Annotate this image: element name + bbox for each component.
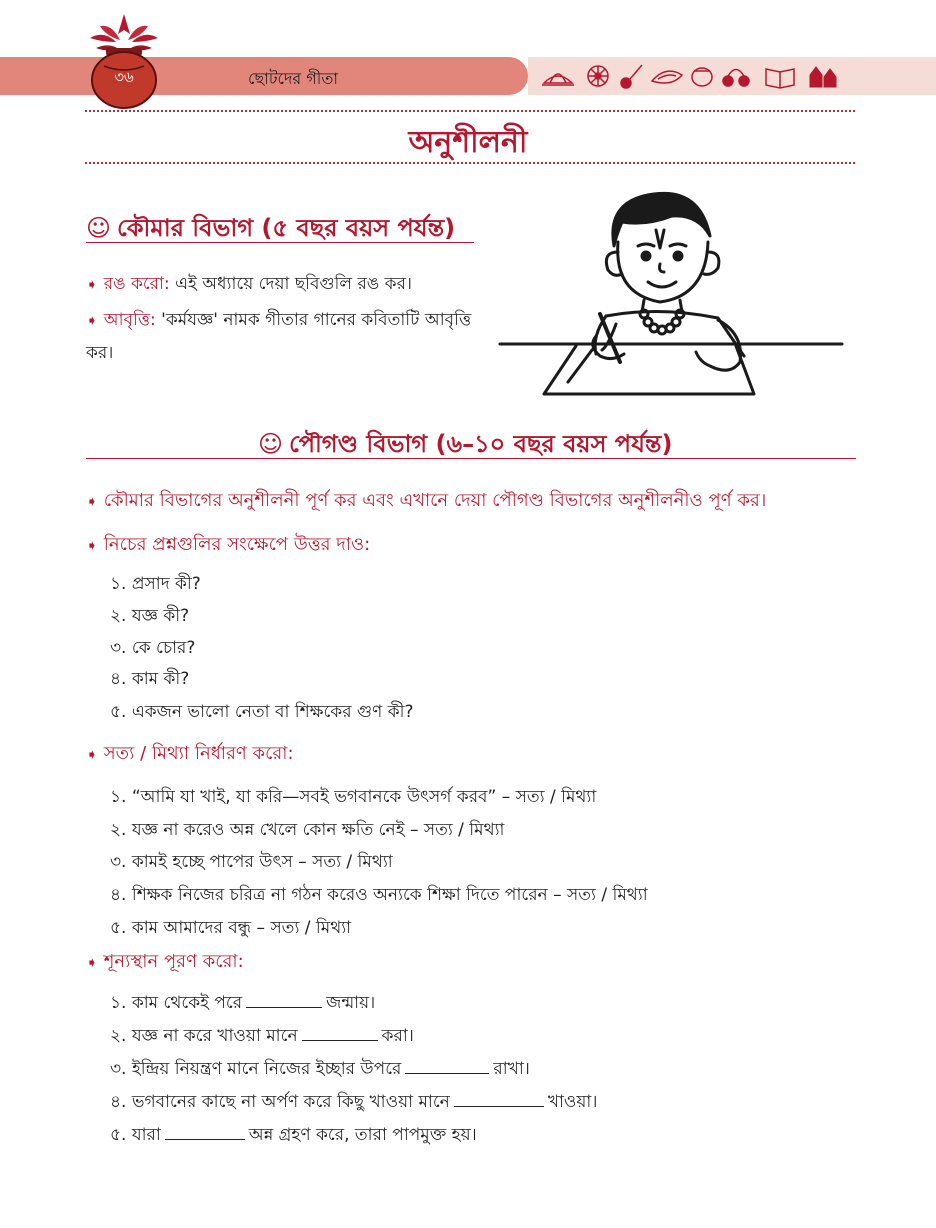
list-item bbox=[110, 1122, 477, 1150]
page-title: অনুশীলনী bbox=[408, 125, 528, 160]
bullet-icon: ➧ bbox=[86, 313, 98, 329]
bullet-icon: ➧ bbox=[86, 538, 98, 554]
chakra-icon bbox=[588, 66, 608, 86]
paragraph-label: আবৃত্তি: bbox=[103, 310, 156, 330]
paragraph-text: এই অধ্যায়ে দেয়া ছবিগুলি রঙ কর। bbox=[169, 274, 413, 294]
fill-blanks-heading bbox=[86, 947, 244, 978]
fill-blanks-heading-text: শূন্যস্থান পূরণ করো: bbox=[103, 951, 244, 972]
item-after: জন্মায়। bbox=[326, 993, 376, 1013]
section-heading-pougando bbox=[258, 426, 672, 466]
item-before: ২. যজ্ঞ না করে খাওয়া মানে bbox=[110, 1026, 298, 1046]
book-title: ছোটদের গীতা bbox=[248, 69, 338, 88]
paragraph-recite bbox=[86, 304, 486, 369]
short-answer-heading-text: নিচের প্রশ্নগুলির সংক্ষেপে উত্তর দাও: bbox=[103, 534, 371, 555]
decorative-icon-strip bbox=[540, 61, 840, 91]
blank-line[interactable] bbox=[454, 1092, 544, 1107]
list-item: ৫. কাম আমাদের বন্ধু – সত্য / মিথ্যা bbox=[110, 918, 352, 938]
item-before: ৪. ভগবানের কাছে না অর্পণ করে কিছু খাওয়া মানে bbox=[110, 1092, 450, 1112]
section-heading-koumar-text: কৌমার বিভাগ (৫ বছর বয়স পর্যন্ত) bbox=[117, 214, 456, 242]
paragraph-label: রঙ করো: bbox=[103, 274, 170, 294]
list-item: ৩. কামই হচ্ছে পাপের উৎস – সত্য / মিথ্যা bbox=[110, 852, 393, 872]
paragraph-text: 'কর্মযজ্ঞ' নামক গীতার গানের কবিতাটি আবৃত্তি কর। bbox=[86, 310, 472, 363]
item-after: রাখা। bbox=[493, 1059, 530, 1079]
book-icon bbox=[766, 69, 794, 88]
conch-icon bbox=[652, 71, 682, 83]
section-intro bbox=[86, 486, 766, 517]
blank-line[interactable] bbox=[302, 1026, 378, 1041]
section-underline-koumar bbox=[86, 242, 474, 243]
temple-icon bbox=[810, 67, 836, 87]
item-after: করা। bbox=[381, 1026, 414, 1046]
list-item bbox=[110, 1023, 414, 1051]
list-item bbox=[110, 1056, 530, 1084]
blank-line[interactable] bbox=[246, 993, 322, 1008]
item-after: খাওয়া। bbox=[547, 1092, 598, 1112]
bullet-icon: ➧ bbox=[86, 494, 98, 510]
item-before: ১. কাম থেকেই পরে bbox=[110, 993, 243, 1013]
list-item bbox=[110, 1089, 597, 1117]
list-item: ২. যজ্ঞ না করেও অন্ন খেলে কোন ক্ষতি নেই – সত্য / মিথ্যা bbox=[110, 820, 505, 840]
page-number: ৩৬ bbox=[114, 68, 134, 86]
kalash-pot-icon bbox=[82, 12, 166, 110]
bullet-icon: ➧ bbox=[86, 955, 98, 971]
blank-line[interactable] bbox=[165, 1125, 245, 1140]
list-item: ২. যজ্ঞ কী? bbox=[110, 606, 190, 626]
list-item: ৩. কে চোর? bbox=[110, 638, 196, 658]
section-heading-koumar bbox=[86, 210, 455, 250]
section-intro-text: কৌমার বিভাগের অনুশীলনী পূর্ণ কর এবং এখানে দেয়া পৌগণ্ড বিভাগের অনুশীলনীও পূর্ণ কর। bbox=[103, 490, 767, 511]
item-before: ৫. যারা bbox=[110, 1125, 161, 1145]
list-item: ৫. একজন ভালো নেতা বা শিক্ষকের গুণ কী? bbox=[110, 702, 414, 722]
bullet-icon: ➧ bbox=[86, 747, 98, 763]
list-item: ১. প্রসাদ কী? bbox=[110, 574, 201, 594]
true-false-heading-text: সত্য / মিথ্যা নির্ধারণ করো: bbox=[103, 743, 294, 764]
cymbals-icon bbox=[723, 70, 749, 87]
section-underline-pougando bbox=[86, 458, 856, 459]
boy-writing-illustration bbox=[496, 186, 846, 400]
title-dotted-divider bbox=[85, 162, 855, 164]
true-false-heading bbox=[86, 739, 294, 770]
lotus-icon bbox=[542, 74, 574, 85]
top-dotted-divider bbox=[85, 110, 855, 112]
pot-icon bbox=[692, 68, 712, 86]
item-before: ৩. ইন্দ্রিয় নিয়ন্ত্রণ মানে নিজের ইচ্ছার উপরে bbox=[110, 1059, 402, 1079]
bullet-icon: ➧ bbox=[86, 277, 98, 293]
blank-line[interactable] bbox=[405, 1059, 489, 1074]
list-item: ৪. শিক্ষক নিজের চরিত্র না গঠন করেও অন্যকে শিক্ষা দিতে পারেন – সত্য / মিথ্যা bbox=[110, 885, 648, 905]
paragraph-color bbox=[86, 268, 486, 301]
smiley-icon: ☺ bbox=[258, 430, 284, 458]
list-item bbox=[110, 990, 375, 1018]
short-answer-heading bbox=[86, 530, 370, 561]
list-item: ১. “আমি যা খাই, যা করি—সবই ভগবানকে উৎসর্গ করব” – সত্য / মিথ্যা bbox=[110, 787, 597, 807]
smiley-icon: ☺ bbox=[86, 214, 112, 242]
section-heading-pougando-text: পৌগণ্ড বিভাগ (৬–১০ বছর বয়স পর্যন্ত) bbox=[289, 430, 673, 458]
item-after: অন্ন গ্রহণ করে, তারা পাপমুক্ত হয়। bbox=[248, 1125, 477, 1145]
list-item: ৪. কাম কী? bbox=[110, 669, 190, 689]
lamp-icon bbox=[621, 65, 642, 88]
